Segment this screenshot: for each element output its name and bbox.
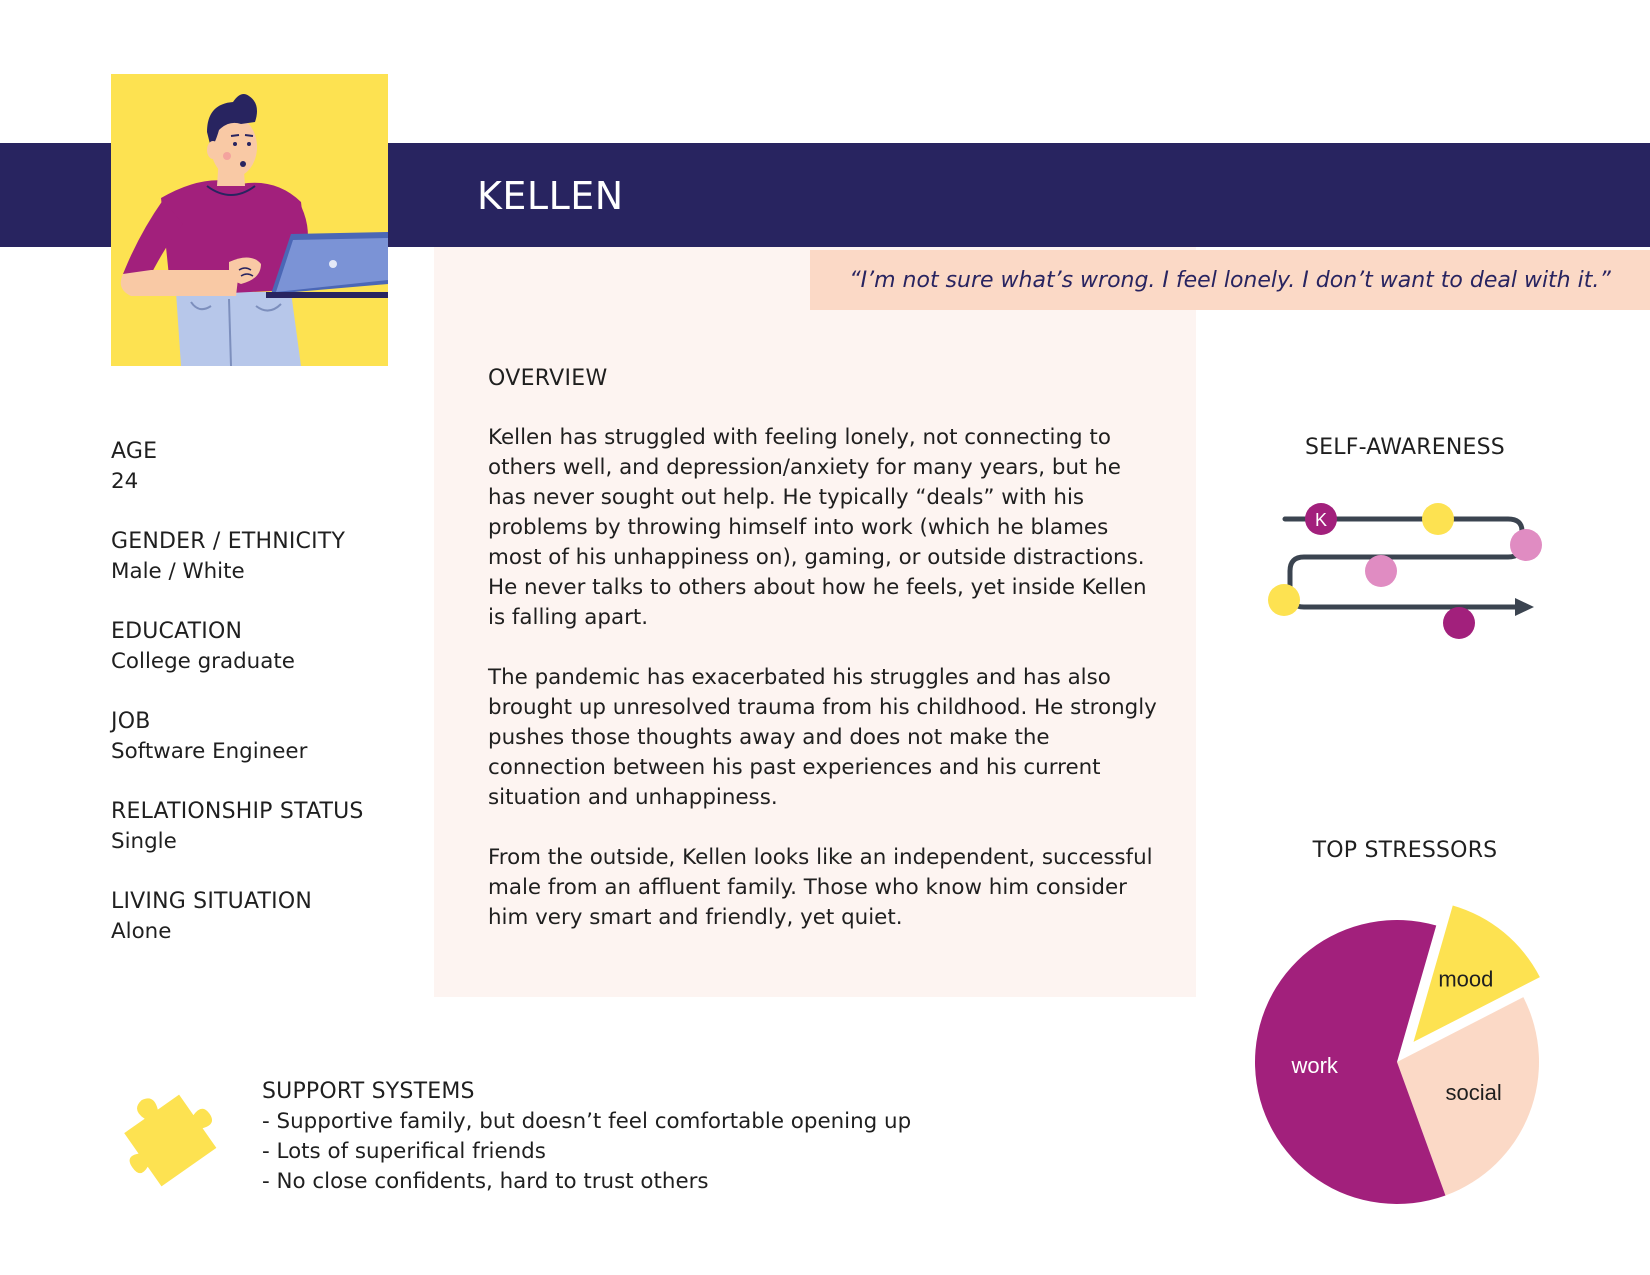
fact-job <box>111 707 421 767</box>
fact-label: GENDER / ETHNICITY <box>111 529 346 554</box>
fact-value: 24 <box>111 469 139 494</box>
fact-value: Software Engineer <box>111 739 308 764</box>
pie-label-social: social <box>1445 1080 1502 1106</box>
self-awareness-dot <box>1422 503 1454 535</box>
pie-label-work: work <box>1291 1052 1338 1078</box>
fact-education <box>111 617 421 677</box>
fact-gender-ethnicity <box>111 527 421 587</box>
fact-label: LIVING SITUATION <box>111 889 313 914</box>
fact-age <box>111 437 421 497</box>
overview-section <box>488 366 1158 963</box>
self-awareness-dot <box>1510 529 1542 561</box>
support-item: - No close confidents, hard to trust others <box>262 1167 1022 1197</box>
self-awareness-dot <box>1268 584 1300 616</box>
overview-heading: OVERVIEW <box>488 366 608 391</box>
top-stressors-title: TOP STRESSORS <box>1312 838 1498 863</box>
self-awareness-path-graphic <box>1260 495 1550 645</box>
fact-label: JOB <box>111 709 151 734</box>
support-item: - Supportive family, but doesn’t feel comfortable opening up <box>262 1107 1022 1137</box>
top-stressors-pie-chart <box>1255 890 1555 1210</box>
overview-paragraph: The pandemic has exacerbated his struggles and has also brought up unresolved trauma from his childhood. He strongly pushes those thoughts away and does not make the connection between his past experiences and his current situation and unhappiness. <box>488 665 1157 810</box>
fact-label: AGE <box>111 439 158 464</box>
fact-label: EDUCATION <box>111 619 243 644</box>
puzzle-piece-icon <box>108 1072 232 1196</box>
fact-value: Alone <box>111 919 172 944</box>
self-awareness-dot <box>1365 555 1397 587</box>
persona-avatar <box>111 74 388 366</box>
persona-facts <box>111 437 421 977</box>
arrow-head-icon <box>1515 598 1534 616</box>
fact-living-situation <box>111 887 421 947</box>
self-awareness-dot <box>1443 607 1475 639</box>
self-awareness-title: SELF-AWARENESS <box>1305 435 1505 460</box>
self-awareness-marker-label: K <box>1314 510 1328 530</box>
fact-relationship-status <box>111 797 421 857</box>
overview-paragraph: Kellen has struggled with feeling lonely, not connecting to others well, and depression/anxiety for many years, but he has never sought out help. He typically “deals” with his problems by throwing himself into work (which he blames most of his unhappiness on), gaming, or outside distractions. He never talks to others about how he feels, yet inside Kellen is falling apart. <box>488 425 1147 630</box>
support-item: - Lots of superifical friends <box>262 1137 1022 1167</box>
overview-paragraph: From the outside, Kellen looks like an independent, successful male from an affluent family. Those who know him consider him very smart and friendly, yet quiet. <box>488 845 1153 930</box>
fact-value: College graduate <box>111 649 295 674</box>
support-systems-label: SUPPORT SYSTEMS <box>262 1079 475 1104</box>
persona-quote: “I’m not sure what’s wrong. I feel lonely. I don’t want to deal with it.” <box>810 250 1650 310</box>
support-systems <box>262 1077 1022 1197</box>
pie-label-mood: mood <box>1438 966 1494 992</box>
fact-value: Single <box>111 829 177 854</box>
fact-value: Male / White <box>111 559 245 584</box>
fact-label: RELATIONSHIP STATUS <box>111 799 364 824</box>
persona-name: KELLEN <box>477 174 624 218</box>
